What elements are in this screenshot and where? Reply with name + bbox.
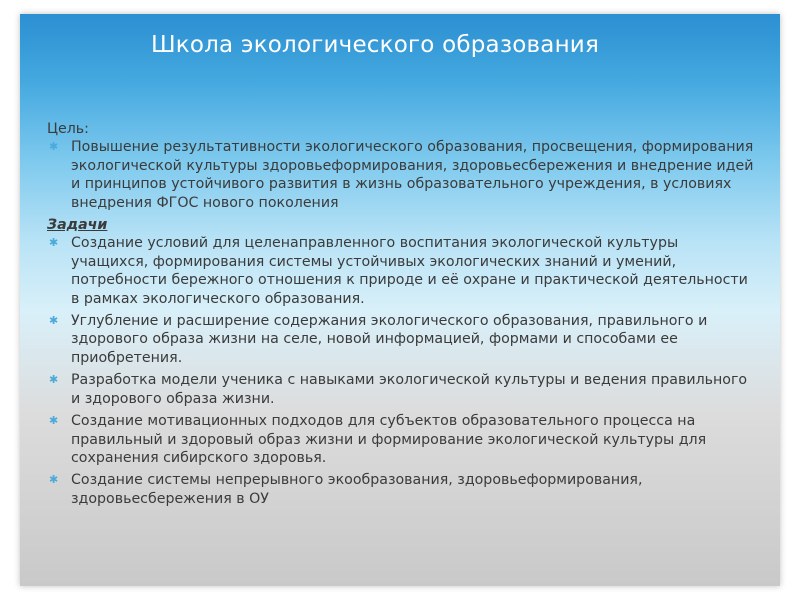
slide-title: Школа экологического образования	[151, 32, 599, 58]
list-item-text: Создание системы непрерывного экообразования, здоровьеформирования, здоровьесбережения в ОУ	[71, 472, 643, 507]
list-item	[47, 471, 755, 508]
tasks-heading: Задачи	[47, 217, 108, 234]
list-item	[47, 138, 755, 212]
list-item-text: Создание мотивационных подходов для субъектов образовательного процесса на правильный и здоровый образ жизни и формирование экологической культуры для сохранения сибирского здоровья.	[71, 413, 707, 466]
tasks-list	[47, 234, 755, 508]
goal-list	[47, 138, 755, 212]
bullet-icon: ✱	[49, 314, 59, 328]
list-item	[47, 312, 755, 367]
list-item-text: Повышение результативности экологического образования, просвещения, формирования экологической культуры здоровьеформирования, здоровьесбережения и внедрение идей и принципов устойчивого развития в жизнь образовательного учреждения, в условиях внедрения ФГОС нового поколения	[71, 139, 754, 211]
bullet-icon: ✱	[49, 414, 59, 428]
list-item	[47, 371, 755, 408]
slide-content	[47, 120, 755, 512]
bullet-icon: ✱	[49, 373, 59, 387]
list-item	[47, 412, 755, 467]
list-item-text: Создание условий для целенаправленного воспитания экологической культуры учащихся, формирования системы устойчивых экологических знаний и умений, потребности бережного отношения к природе и её охране и практической деятельности в рамках экологического образования.	[71, 235, 748, 307]
bullet-icon: ✱	[49, 236, 59, 250]
list-item-text: Разработка модели ученика с навыками экологической культуры и ведения правильного и здорового образа жизни.	[71, 372, 748, 407]
goal-heading: Цель:	[47, 121, 89, 137]
bullet-icon: ✱	[49, 140, 59, 154]
list-item-text: Углубление и расширение содержания экологического образования, правильного и здорового образа жизни на селе, новой информацией, формами и способами ее приобретения.	[71, 313, 708, 366]
bullet-icon: ✱	[49, 473, 59, 487]
list-item	[47, 234, 755, 308]
